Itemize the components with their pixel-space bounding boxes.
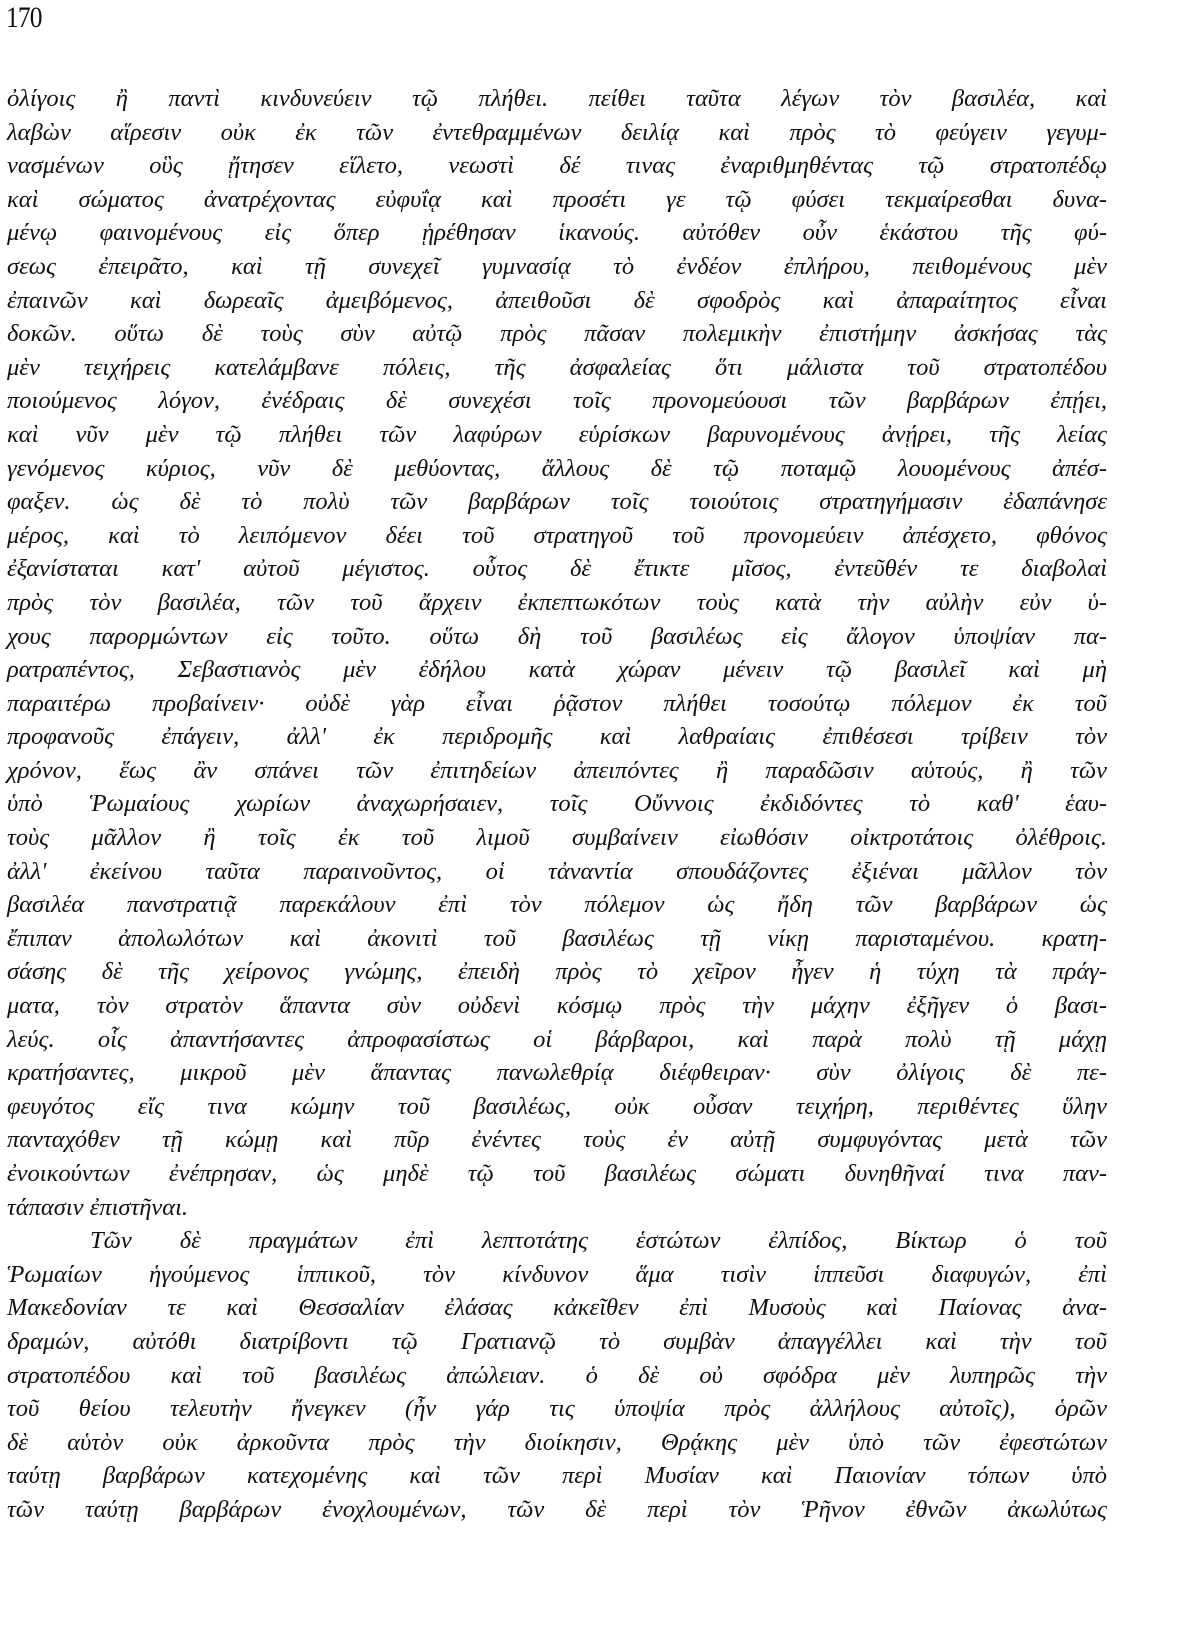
text-line: Τῶν δὲ πραγμάτων ἐπὶ λεπτοτάτης ἑστώτων ἐλπίδος, Βίκτωρ ὁ τοῦ bbox=[90, 1227, 1107, 1255]
text-line: προφανοῦς ἐπάγειν, ἀλλ' ἐκ περιδρομῆς καὶ λαθραίαις ἐπιθέσεσι τρίβειν τὸν bbox=[7, 723, 1107, 751]
text-line: φαξεν. ὡς δὲ τὸ πολὺ τῶν βαρβάρων τοῖς τοιούτοις στρατηγήμασιν ἐδαπάνησε bbox=[7, 488, 1107, 516]
paragraph-2 bbox=[7, 1224, 1107, 1526]
text-line: δοκῶν. οὕτω δὲ τοὺς σὺν αὐτῷ πρὸς πᾶσαν πολεμικὴν ἐπιστήμην ἀσκήσας τὰς bbox=[7, 320, 1107, 348]
text-line: μέρος, καὶ τὸ λειπόμενον δέει τοῦ στρατηγοῦ τοῦ προνομεύειν ἀπέσχετο, φθόνος bbox=[7, 521, 1107, 549]
text-line: δραμών, αὐτόθι διατρίβοντι τῷ Γρατιανῷ τὸ συμβὰν ἀπαγγέλλει καὶ τὴν τοῦ bbox=[7, 1327, 1107, 1355]
text-line: ματα, τὸν στρατὸν ἅπαντα σὺν οὐδενὶ κόσμῳ πρὸς τὴν μάχην ἐξῆγεν ὁ βασι- bbox=[7, 992, 1107, 1020]
paragraph-1 bbox=[7, 82, 1107, 1224]
text-line: παραιτέρω προβαίνειν· οὐδὲ γὰρ εἶναι ῥᾷστον πλήθει τοσούτῳ πόλεμον ἐκ τοῦ bbox=[7, 689, 1107, 717]
text-line: νασμένων οὓς ᾔτησεν εἵλετο, νεωστὶ δέ τινας ἐναριθμηθέντας τῷ στρατοπέδῳ bbox=[7, 152, 1107, 180]
text-line: κρατήσαντες, μικροῦ μὲν ἅπαντας πανωλεθρίᾳ διέφθειραν· σὺν ὀλίγοις δὲ πε- bbox=[7, 1059, 1107, 1087]
page-number: 170 bbox=[6, 1, 42, 34]
text-line: τῶν ταύτῃ βαρβάρων ἐνοχλουμένων, τῶν δὲ περὶ τὸν Ῥῆνον ἐθνῶν ἀκωλύτως bbox=[7, 1495, 1107, 1523]
text-line: μένῳ φαινομένους εἰς ὅπερ ᾑρέθησαν ἱκανούς. αὐτόθεν οὖν ἑκάστου τῆς φύ- bbox=[7, 219, 1107, 247]
text-line: ἐπαινῶν καὶ δωρεαῖς ἀμειβόμενος, ἀπειθοῦσι δὲ σφοδρὸς καὶ ἀπαραίτητος εἶναι bbox=[7, 286, 1107, 314]
text-line: Ῥωμαίων ἡγούμενος ἱππικοῦ, τὸν κίνδυνον ἅμα τισὶν ἱππεῦσι διαφυγών, ἐπὶ bbox=[7, 1260, 1107, 1288]
text-line: τοὺς μᾶλλον ἢ τοῖς ἐκ τοῦ λιμοῦ συμβαίνειν εἰωθόσιν οἰκτροτάτοις ὀλέθροις. bbox=[7, 824, 1107, 852]
text-line: βασιλέα πανστρατιᾷ παρεκάλουν ἐπὶ τὸν πόλεμον ὡς ἤδη τῶν βαρβάρων ὡς bbox=[7, 891, 1107, 919]
text-line: πρὸς τὸν βασιλέα, τῶν τοῦ ἄρχειν ἐκπεπτωκότων τοὺς κατὰ τὴν αὐλὴν εὐν ὑ- bbox=[7, 588, 1107, 616]
text-line: ἐνοικούντων ἐνέπρησαν, ὡς μηδὲ τῷ τοῦ βασιλέως σώματι δυνηθῆναί τινα παν- bbox=[7, 1160, 1107, 1187]
text-line: ταύτῃ βαρβάρων κατεχομένης καὶ τῶν περὶ Μυσίαν καὶ Παιονίαν τόπων ὑπὸ bbox=[7, 1462, 1107, 1490]
text-line: τάπασιν ἐπιστῆναι. bbox=[7, 1193, 189, 1221]
text-line: Μακεδονίαν τε καὶ Θεσσαλίαν ἐλάσας κἀκεῖθεν ἐπὶ Μυσοὺς καὶ Παίονας ἀνα- bbox=[7, 1294, 1107, 1322]
text-line: ὀλίγοις ἢ παντὶ κινδυνεύειν τῷ πλήθει. πείθει ταῦτα λέγων τὸν βασιλέα, καὶ bbox=[7, 85, 1107, 112]
text-line: μὲν τειχήρεις κατελάμβανε πόλεις, τῆς ἀσφαλείας ὅτι μάλιστα τοῦ στρατοπέδου bbox=[7, 353, 1107, 381]
text-line: ὑπὸ Ῥωμαίους χωρίων ἀναχωρήσαιεν, τοῖς Οὔννοις ἐκδιδόντες τὸ καθ' ἑαυ- bbox=[7, 790, 1107, 818]
text-line: γενόμενος κύριος, νῦν δὲ μεθύοντας, ἄλλους δὲ τῷ ποταμῷ λουομένους ἀπέσ- bbox=[7, 454, 1107, 482]
text-line: καὶ σώματος ἀνατρέχοντας εὐφυΐᾳ καὶ προσέτι γε τῷ φύσει τεκμαίρεσθαι δυνα- bbox=[7, 185, 1107, 213]
text-line: στρατοπέδου καὶ τοῦ βασιλέως ἀπώλειαν. ὁ δὲ οὐ σφόδρα μὲν λυπηρῶς τὴν bbox=[7, 1361, 1107, 1389]
text-line: λαβὼν αἵρεσιν οὐκ ἐκ τῶν ἐντεθραμμένων δειλίᾳ καὶ πρὸς τὸ φεύγειν γεγυμ- bbox=[7, 118, 1107, 146]
text-line: δὲ αὑτὸν οὐκ ἀρκοῦντα πρὸς τὴν διοίκησιν, Θρᾴκης μὲν ὑπὸ τῶν ἐφεστώτων bbox=[7, 1428, 1107, 1456]
text-line: σεως ἐπειρᾶτο, καὶ τῇ συνεχεῖ γυμνασίᾳ τὸ ἐνδέον ἐπλήρου, πειθομένους μὲν bbox=[7, 252, 1107, 280]
text-line: ἐξανίσταται κατ' αὐτοῦ μέγιστος. οὗτος δὲ ἔτικτε μῖσος, ἐντεῦθέν τε διαβολαὶ bbox=[7, 555, 1107, 583]
text-line: χους παρορμώντων εἰς τοῦτο. οὕτω δὴ τοῦ βασιλέως εἰς ἄλογον ὑποψίαν πα- bbox=[7, 622, 1107, 650]
text-line: ποιούμενος λόγον, ἐνέδραις δὲ συνεχέσι τοῖς προνομεύουσι τῶν βαρβάρων ἐπῄει, bbox=[7, 387, 1107, 415]
text-line: λεύς. οἷς ἀπαντήσαντες ἀπροφασίστως οἱ βάρβαροι, καὶ παρὰ πολὺ τῇ μάχῃ bbox=[7, 1025, 1107, 1053]
text-line: ἀλλ' ἐκείνου ταῦτα παραινοῦντος, οἱ τἀναντία σπουδάζοντες ἐξιέναι μᾶλλον τὸν bbox=[7, 857, 1107, 885]
text-line: ἔπιπαν ἀπολωλότων καὶ ἀκονιτὶ τοῦ βασιλέως τῇ νίκῃ παρισταμένου. κρατη- bbox=[7, 924, 1107, 952]
text-line: ρατραπέντος, Σεβαστιανὸς μὲν ἐδήλου κατὰ χώραν μένειν τῷ βασιλεῖ καὶ μὴ bbox=[7, 656, 1107, 684]
text-line: χρόνον, ἕως ἂν σπάνει τῶν ἐπιτηδείων ἀπειπόντες ἢ παραδῶσιν αὑτούς, ἢ τῶν bbox=[7, 756, 1107, 784]
text-line: πανταχόθεν τῇ κώμῃ καὶ πῦρ ἐνέντες τοὺς ἐν αὐτῇ συμφυγόντας μετὰ τῶν bbox=[7, 1126, 1107, 1154]
body-text bbox=[7, 82, 1107, 1527]
text-line: φευγότος εἴς τινα κώμην τοῦ βασιλέως, οὐκ οὖσαν τειχήρη, περιθέντες ὕλην bbox=[7, 1092, 1107, 1120]
text-line: τοῦ θείου τελευτὴν ἤνεγκεν (ἦν γάρ τις ὑποψία πρὸς ἀλλήλους αὐτοῖς), ὁρῶν bbox=[7, 1395, 1107, 1423]
text-line: σάσης δὲ τῆς χείρονος γνώμης, ἐπειδὴ πρὸς τὸ χεῖρον ἦγεν ἡ τύχη τὰ πράγ- bbox=[7, 958, 1107, 986]
text-line: καὶ νῦν μὲν τῷ πλήθει τῶν λαφύρων εὑρίσκων βαρυνομένους ἀνῄρει, τῆς λείας bbox=[7, 420, 1107, 448]
